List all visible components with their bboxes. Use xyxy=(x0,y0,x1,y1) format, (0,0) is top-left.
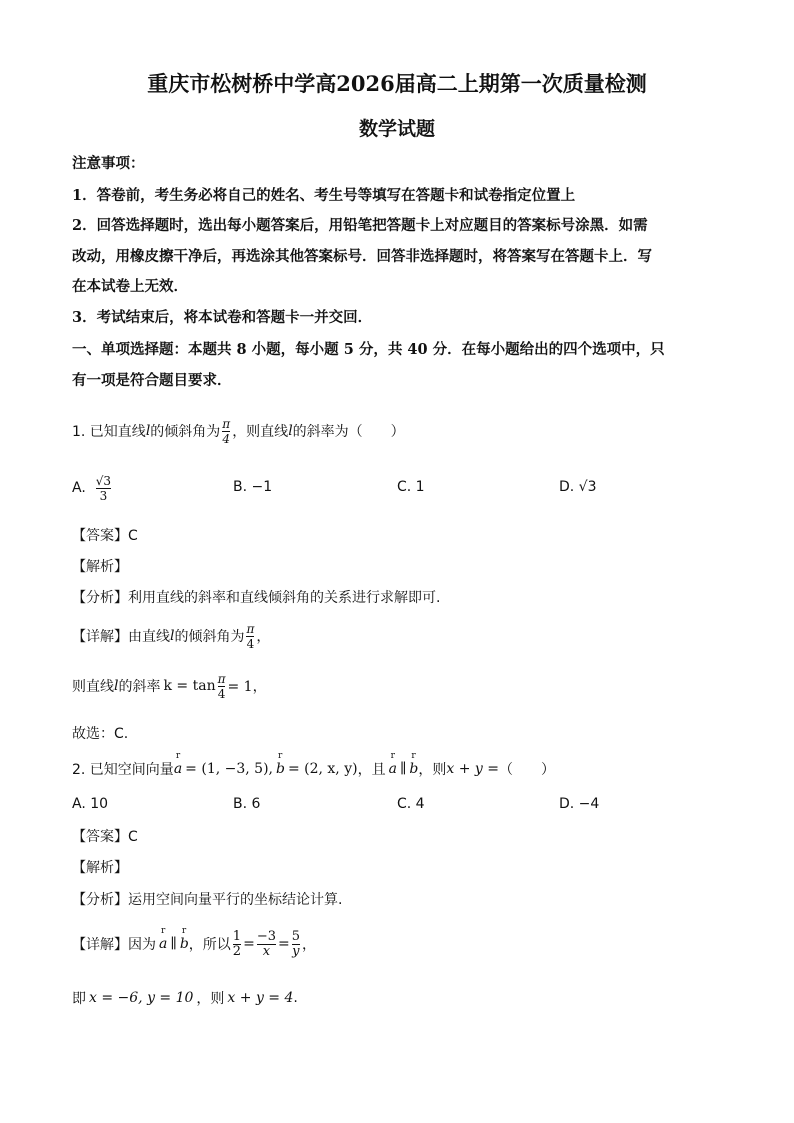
q2-final-text-c: . xyxy=(293,990,298,1006)
q2-detail-comma: ， xyxy=(302,937,316,953)
q2-sum-expression: x + y = xyxy=(446,761,499,777)
q1-line2-denominator: 4 xyxy=(217,686,226,701)
q1-var-l: l xyxy=(145,423,151,439)
detail-tag: 【详解】 xyxy=(72,629,128,645)
note-item-3: 3．考试结束后，将本试卷和答题卡一并交回． xyxy=(72,309,373,326)
q2-stem-text-a: 2. 已知空间向量 xyxy=(72,762,174,778)
q2-analysis-tag: 【解析】 xyxy=(72,860,128,876)
q2-detail-line-2 xyxy=(72,986,298,1010)
q2-option-d: D. −4 xyxy=(559,796,600,812)
q1-stem-text-b: 的倾斜角为 xyxy=(150,424,221,440)
q2-option-b: B. 6 xyxy=(233,796,261,812)
q1-fenxi xyxy=(72,587,440,607)
vector-a-symbol-2: r a xyxy=(389,761,397,777)
q1-fenxi-text: 利用直线的斜率和直线倾斜角的关系进行求解即可. xyxy=(128,590,441,606)
q2-fraction-2-numerator: −3 xyxy=(256,928,276,944)
q1-line2-fraction xyxy=(218,672,226,701)
q1-angle-denominator: 4 xyxy=(222,431,231,446)
parallel-symbol-2: ∥ xyxy=(170,936,177,952)
q1-stem-text-c: ，则直线 xyxy=(232,424,289,440)
q1-detail-denominator: 4 xyxy=(246,636,255,651)
q1-detail-line-1 xyxy=(72,615,270,657)
q2-fraction-1-numerator: 1 xyxy=(232,928,242,944)
q2-stem-text-d: （ ） xyxy=(499,762,555,778)
q2-option-c: C. 4 xyxy=(397,796,425,812)
q1-detail-text-a: 由直线 xyxy=(128,629,170,645)
q2-detail-text-a: 因为 xyxy=(128,937,156,953)
q1-angle-fraction xyxy=(222,417,230,446)
q1-answer xyxy=(72,525,138,545)
parallel-symbol: ∥ xyxy=(399,761,407,777)
q2-vector-b-value: = (2, x, y) xyxy=(287,761,358,777)
q1-option-a-fraction xyxy=(96,474,111,503)
q1-detail-text-b: 的倾斜角为 xyxy=(174,629,245,645)
q2-answer xyxy=(72,826,138,846)
section-heading-line-2: 有一项是符合题目要求． xyxy=(72,372,232,389)
q2-final-sum: x + y = 4 xyxy=(227,990,294,1006)
q1-detail-fraction xyxy=(246,622,254,651)
q1-analysis-tag: 【解析】 xyxy=(72,559,128,575)
q1-line2-var-l: l xyxy=(114,678,119,694)
note-item-2-line-3: 在本试卷上无效． xyxy=(72,278,188,295)
section-heading-line-1: 一、单项选择题：本题共 8 小题，每小题 5 分，共 40 分．在每小题给出的四个选项中，只 xyxy=(72,341,665,358)
q1-line2-text-b: 的斜率 xyxy=(118,679,161,695)
q2-answer-value: C xyxy=(128,829,138,845)
fenxi-tag: 【分析】 xyxy=(72,892,128,908)
q2-fraction-1-denominator: 2 xyxy=(232,943,242,959)
q1-answer-value: C xyxy=(128,528,138,544)
q2-stem-text-c: ，则 xyxy=(418,762,447,778)
q2-final-text-b: ，则 xyxy=(196,991,225,1007)
page-title: 重庆市松树桥中学高2026届高二上期第一次质量检测 xyxy=(147,71,647,96)
q1-detail-line-2 xyxy=(72,665,267,707)
vector-a-symbol: r a xyxy=(174,761,182,777)
q2-option-a: A. 10 xyxy=(72,796,109,812)
q2-fraction-3-numerator: 5 xyxy=(291,928,300,944)
q1-option-a-label: A. xyxy=(72,480,86,496)
vector-b-symbol: r b xyxy=(276,761,285,777)
q2-fenxi-text: 运用空间向量平行的坐标结论计算. xyxy=(128,892,343,908)
q2-detail-text-b: ，所以 xyxy=(188,937,231,953)
fenxi-tag: 【分析】 xyxy=(72,590,128,606)
q1-line2-numerator: π xyxy=(217,671,226,686)
q2-fraction-1 xyxy=(233,930,241,959)
note-item-1: 1．答卷前，考生务必将自己的姓名、考生号等填写在答题卡和试卷指定位置上 xyxy=(72,187,576,204)
notes-heading: 注意事项： xyxy=(72,155,145,172)
note-item-2-line-1: 2．回答选择题时，选出每小题答案后，用铅笔把答题卡上对应题目的答案标号涂黑．如需 xyxy=(72,217,648,234)
q1-option-c: C. 1 xyxy=(397,479,425,495)
vector-b-symbol-3: r b xyxy=(180,936,189,952)
q2-final-xy: x = −6, y = 10 xyxy=(89,990,194,1006)
vector-b-symbol-2: r b xyxy=(409,761,418,777)
q2-fenxi xyxy=(72,889,342,909)
q1-option-a-numerator: √3 xyxy=(95,473,112,488)
q1-stem-text-a: 1. 已知直线 xyxy=(72,424,146,440)
q1-conclusion: 故选：C. xyxy=(72,726,129,742)
q1-detail-numerator: π xyxy=(246,621,255,636)
q2-fraction-2 xyxy=(257,930,276,959)
q2-final-text-a: 即 xyxy=(72,991,86,1007)
q2-detail-line-1 xyxy=(72,922,316,966)
equals-sign-2: = xyxy=(277,936,290,952)
question-2-stem xyxy=(72,754,555,784)
q1-detail-text-c: ， xyxy=(256,629,271,645)
q1-option-b: B. −1 xyxy=(233,479,273,495)
q2-fraction-3-denominator: y xyxy=(292,943,300,959)
answer-tag: 【答案】 xyxy=(72,829,128,845)
q1-line2-k: k = tan xyxy=(163,678,216,694)
page-subtitle: 数学试题 xyxy=(358,118,435,140)
q1-detail-var-l: l xyxy=(170,628,175,644)
q1-line2-text-a: 则直线 xyxy=(72,679,114,695)
q2-fraction-2-denominator: x xyxy=(262,943,271,959)
detail-tag: 【详解】 xyxy=(72,937,128,953)
q2-vector-a-value: = (1, −3, 5), xyxy=(185,761,273,777)
answer-tag: 【答案】 xyxy=(72,528,128,544)
equals-sign: = xyxy=(243,936,255,952)
q1-var-l-2: l xyxy=(288,423,293,439)
q2-fraction-3 xyxy=(292,930,300,959)
q1-option-a xyxy=(72,468,113,508)
q1-stem-text-d: 的斜率为（ ） xyxy=(292,424,405,440)
vector-a-symbol-3: r a xyxy=(159,936,167,952)
q2-stem-text-b: ，且 xyxy=(357,762,386,778)
q1-line2-result: = 1， xyxy=(227,679,267,695)
q1-option-d: D. √3 xyxy=(559,479,597,495)
q1-option-a-denominator: 3 xyxy=(99,488,108,503)
q1-angle-numerator: π xyxy=(222,416,231,431)
note-item-2-line-2: 改动，用橡皮擦干净后，再选涂其他答案标号．回答非选择题时，将答案写在答题卡上．写 xyxy=(72,248,652,265)
question-1-stem xyxy=(72,406,405,456)
